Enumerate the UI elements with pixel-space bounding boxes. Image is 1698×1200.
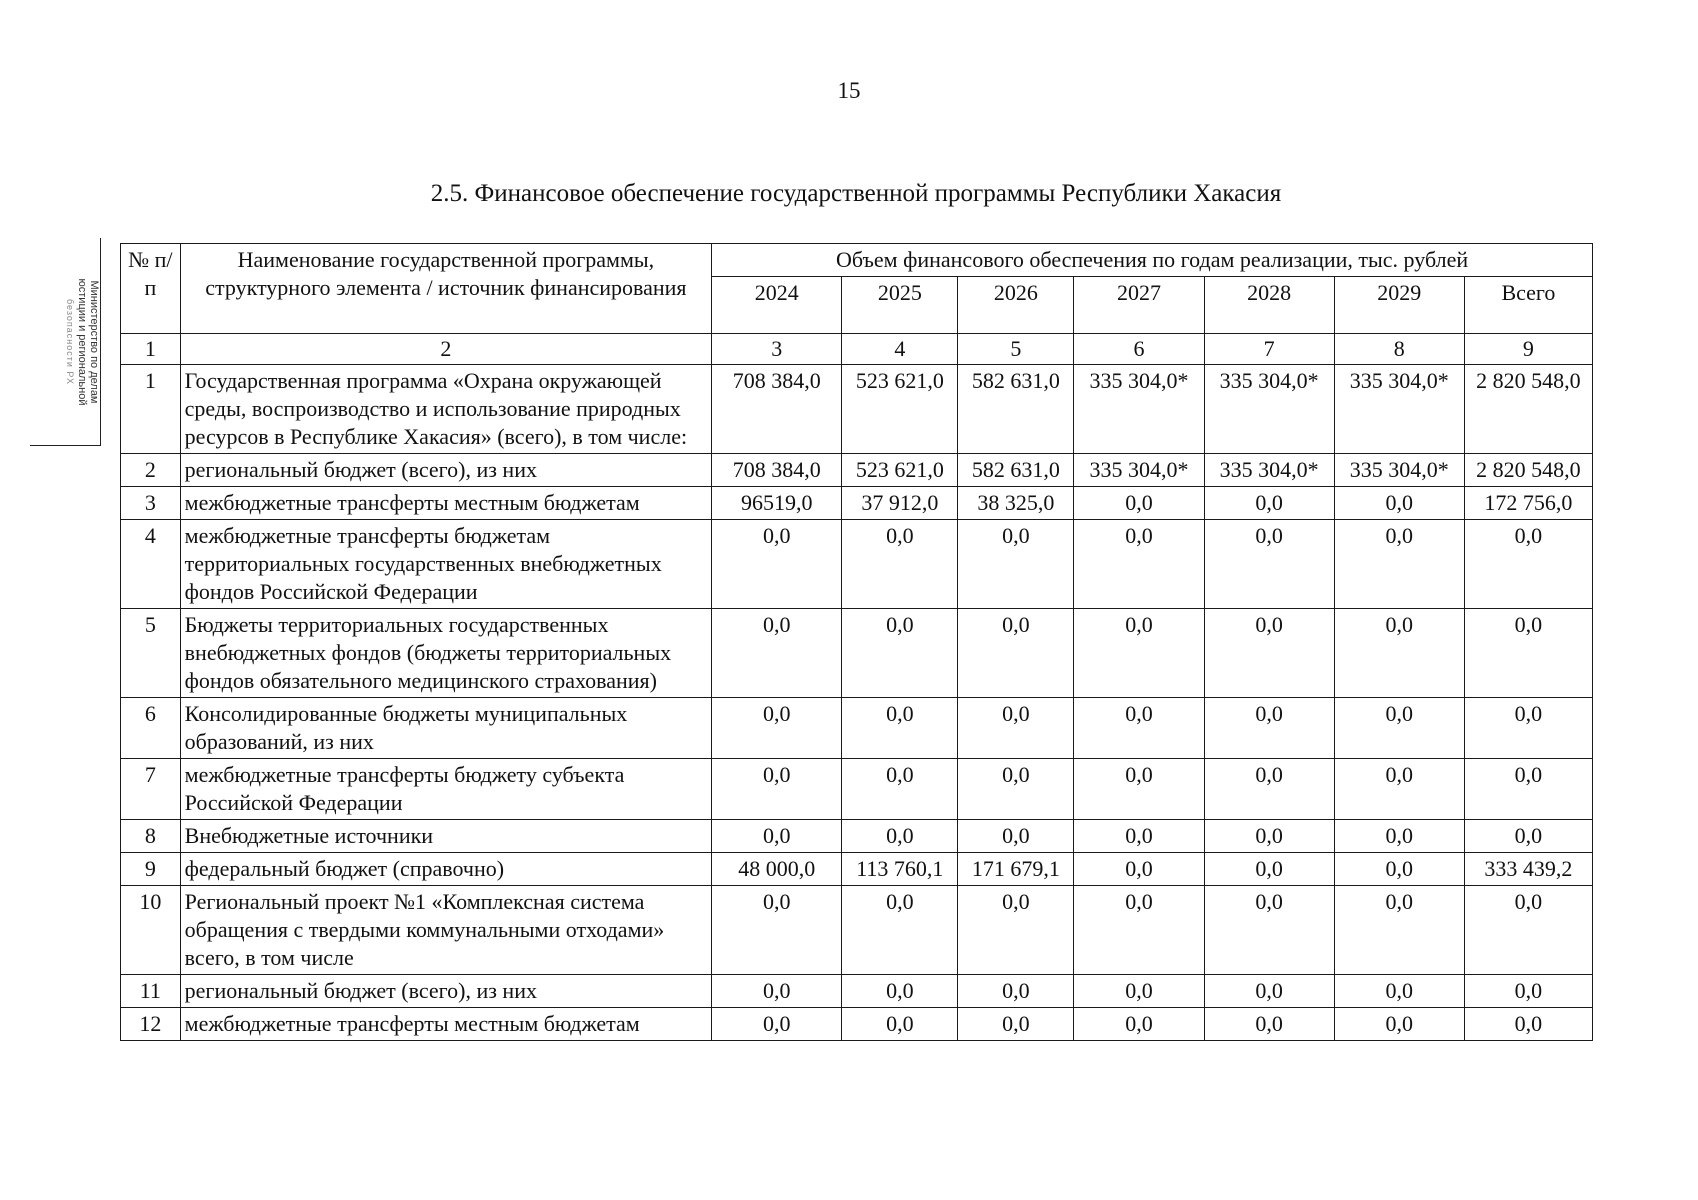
row-total: 2 820 548,0	[1464, 454, 1592, 487]
stamp-line-2: юстиции и региональной	[76, 278, 88, 406]
row-total: 0,0	[1464, 886, 1592, 975]
row-number: 7	[121, 759, 181, 820]
header-name: Наименование государственной программы, структурного элемента / источник финансирования	[180, 244, 711, 334]
row-name: межбюджетные трансферты бюджетам территориальных государственных внебюджетных фондов Российской Федерации	[180, 520, 711, 609]
table-row	[121, 1008, 1593, 1041]
row-value: 335 304,0*	[1204, 454, 1334, 487]
row-name: Внебюджетные источники	[180, 820, 711, 853]
row-value: 0,0	[1074, 975, 1204, 1008]
header-year: 2029	[1334, 277, 1464, 334]
table-row	[121, 759, 1593, 820]
row-total: 0,0	[1464, 698, 1592, 759]
row-name: федеральный бюджет (справочно)	[180, 853, 711, 886]
row-value: 0,0	[958, 609, 1074, 698]
row-value: 0,0	[1334, 520, 1464, 609]
row-value: 0,0	[712, 609, 842, 698]
table-row	[121, 487, 1593, 520]
row-value: 0,0	[712, 759, 842, 820]
row-total: 0,0	[1464, 759, 1592, 820]
row-value: 0,0	[958, 886, 1074, 975]
row-name: Государственная программа «Охрана окружающей среды, воспроизводство и использование природных ресурсов в Республике Хакасия» (всего), в том числе:	[180, 365, 711, 454]
row-number: 4	[121, 520, 181, 609]
row-value: 113 760,1	[842, 853, 958, 886]
column-index: 8	[1334, 334, 1464, 365]
row-value: 0,0	[712, 520, 842, 609]
column-index: 2	[180, 334, 711, 365]
table-row	[121, 609, 1593, 698]
table-row	[121, 365, 1593, 454]
row-value: 0,0	[842, 886, 958, 975]
row-value: 0,0	[1334, 975, 1464, 1008]
row-value: 0,0	[1074, 520, 1204, 609]
row-value: 0,0	[958, 820, 1074, 853]
row-name: межбюджетные трансферты местным бюджетам	[180, 1008, 711, 1041]
row-number: 5	[121, 609, 181, 698]
row-value: 0,0	[712, 820, 842, 853]
row-value: 0,0	[842, 609, 958, 698]
page-number: 15	[837, 78, 861, 103]
row-value: 0,0	[712, 886, 842, 975]
row-number: 8	[121, 820, 181, 853]
header-year: 2025	[842, 277, 958, 334]
row-value: 0,0	[1204, 975, 1334, 1008]
row-value: 0,0	[1074, 1008, 1204, 1041]
row-total: 0,0	[1464, 820, 1592, 853]
table-row	[121, 698, 1593, 759]
row-name: Консолидированные бюджеты муниципальных образований, из них	[180, 698, 711, 759]
row-value: 0,0	[842, 1008, 958, 1041]
registration-stamp	[30, 238, 101, 446]
document-title: 2.5. Финансовое обеспечение государственной программы Республики Хакасия	[430, 180, 1282, 207]
table-row	[121, 454, 1593, 487]
row-total: 172 756,0	[1464, 487, 1592, 520]
row-value: 0,0	[1074, 609, 1204, 698]
row-value: 171 679,1	[958, 853, 1074, 886]
column-index-row	[121, 334, 1593, 365]
row-value: 708 384,0	[712, 454, 842, 487]
header-year: 2027	[1074, 277, 1204, 334]
row-value: 335 304,0*	[1334, 454, 1464, 487]
row-value: 0,0	[712, 1008, 842, 1041]
row-value: 0,0	[1204, 520, 1334, 609]
row-value: 0,0	[1204, 487, 1334, 520]
row-value: 0,0	[1204, 820, 1334, 853]
row-name: межбюджетные трансферты местным бюджетам	[180, 487, 711, 520]
stamp-line-1: Министерство по делам	[88, 280, 100, 404]
row-value: 523 621,0	[842, 454, 958, 487]
row-value: 0,0	[842, 520, 958, 609]
row-name: региональный бюджет (всего), из них	[180, 454, 711, 487]
row-value: 0,0	[958, 520, 1074, 609]
table-row	[121, 853, 1593, 886]
column-index: 3	[712, 334, 842, 365]
header-number: № п/п	[121, 244, 181, 334]
row-name: межбюджетные трансферты бюджету субъекта Российской Федерации	[180, 759, 711, 820]
header-total: Всего	[1464, 277, 1592, 334]
row-value: 0,0	[1334, 853, 1464, 886]
row-value: 38 325,0	[958, 487, 1074, 520]
financing-table	[120, 243, 1593, 1041]
row-value: 0,0	[712, 698, 842, 759]
row-value: 0,0	[1204, 886, 1334, 975]
row-number: 2	[121, 454, 181, 487]
row-value: 0,0	[958, 1008, 1074, 1041]
row-total: 0,0	[1464, 975, 1592, 1008]
table-row	[121, 886, 1593, 975]
row-number: 10	[121, 886, 181, 975]
column-index: 6	[1074, 334, 1204, 365]
row-number: 11	[121, 975, 181, 1008]
header-year: 2026	[958, 277, 1074, 334]
row-total: 333 439,2	[1464, 853, 1592, 886]
column-index: 9	[1464, 334, 1592, 365]
row-value: 0,0	[958, 975, 1074, 1008]
row-value: 0,0	[1204, 759, 1334, 820]
table-row	[121, 520, 1593, 609]
table-row	[121, 975, 1593, 1008]
row-value: 0,0	[1334, 759, 1464, 820]
row-value: 335 304,0*	[1074, 365, 1204, 454]
stamp-line-3: безопасности РХ	[65, 299, 75, 385]
row-value: 523 621,0	[842, 365, 958, 454]
row-value: 0,0	[1074, 698, 1204, 759]
row-value: 0,0	[712, 975, 842, 1008]
row-name: Бюджеты территориальных государственных внебюджетных фондов (бюджеты территориальных фондов обязательного медицинского страхования)	[180, 609, 711, 698]
row-value: 0,0	[1334, 1008, 1464, 1041]
row-value: 0,0	[842, 759, 958, 820]
row-value: 335 304,0*	[1334, 365, 1464, 454]
row-value: 0,0	[958, 759, 1074, 820]
row-value: 96519,0	[712, 487, 842, 520]
header-year: 2024	[712, 277, 842, 334]
row-number: 1	[121, 365, 181, 454]
row-value: 0,0	[1074, 886, 1204, 975]
row-value: 0,0	[1204, 698, 1334, 759]
row-value: 0,0	[842, 698, 958, 759]
row-value: 0,0	[1204, 609, 1334, 698]
header-year: 2028	[1204, 277, 1334, 334]
row-value: 0,0	[1074, 487, 1204, 520]
row-value: 0,0	[1334, 487, 1464, 520]
row-total: 0,0	[1464, 1008, 1592, 1041]
row-value: 0,0	[1334, 886, 1464, 975]
row-name: Региональный проект №1 «Комплексная система обращения с твердыми коммунальными отходами» всего, в том числе	[180, 886, 711, 975]
row-total: 0,0	[1464, 520, 1592, 609]
row-total: 0,0	[1464, 609, 1592, 698]
column-index: 4	[842, 334, 958, 365]
row-value: 0,0	[842, 975, 958, 1008]
row-value: 0,0	[1074, 820, 1204, 853]
table-row	[121, 820, 1593, 853]
column-index: 5	[958, 334, 1074, 365]
row-value: 0,0	[1074, 853, 1204, 886]
row-value: 0,0	[1334, 609, 1464, 698]
row-value: 335 304,0*	[1074, 454, 1204, 487]
row-value: 48 000,0	[712, 853, 842, 886]
header-volume: Объем финансового обеспечения по годам реализации, тыс. рублей	[712, 244, 1593, 277]
row-total: 2 820 548,0	[1464, 365, 1592, 454]
row-name: региональный бюджет (всего), из них	[180, 975, 711, 1008]
row-value: 0,0	[1334, 698, 1464, 759]
row-value: 0,0	[1074, 759, 1204, 820]
row-number: 12	[121, 1008, 181, 1041]
column-index: 1	[121, 334, 181, 365]
row-value: 0,0	[958, 698, 1074, 759]
row-value: 708 384,0	[712, 365, 842, 454]
column-index: 7	[1204, 334, 1334, 365]
row-value: 582 631,0	[958, 454, 1074, 487]
row-number: 9	[121, 853, 181, 886]
row-number: 6	[121, 698, 181, 759]
row-value: 0,0	[842, 820, 958, 853]
row-value: 335 304,0*	[1204, 365, 1334, 454]
row-number: 3	[121, 487, 181, 520]
row-value: 0,0	[1334, 820, 1464, 853]
row-value: 0,0	[1204, 1008, 1334, 1041]
row-value: 37 912,0	[842, 487, 958, 520]
row-value: 0,0	[1204, 853, 1334, 886]
row-value: 582 631,0	[958, 365, 1074, 454]
